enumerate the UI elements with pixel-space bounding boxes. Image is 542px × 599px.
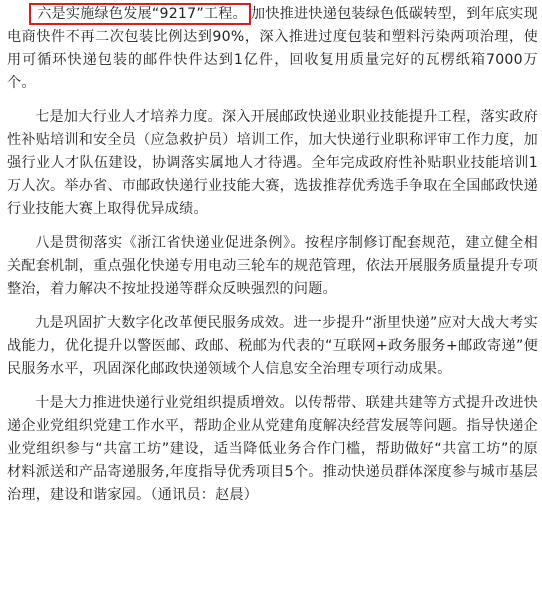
paragraph-7: 七是加大行业人才培养力度。深入开展邮政快递业职业技能提升工程，落实政府性补贴培训和安全员（应急救护员）培训工作，加大快递行业职称评审工作力度，加强行业人才队伍建设，协调落实属地人才待遇。全年完成政府性补贴职业技能培训1万人次。举办省、市邮政快递行业技能大赛，选拔推荐优秀选手争取在全国邮政快递行业技能大赛上取得优异成绩。: [7, 109, 538, 217]
paragraph-9: 九是巩固扩大数字化改革便民服务成效。进一步提升“浙里快递”应对大战大考实战能力，优化提升以警医邮、政邮、税邮为代表的“互联网+政务服务+邮政寄递”便民服务水平，巩固深化邮政快递领域个人信息安全治理专项行动成果。: [7, 315, 538, 377]
paragraph-text: 加快推进快递包装绿色低碳转型，到年底实现电商快件不再二次包装比例达到90%，深入推进过度包装和塑料污染两项治理，使用可循环快递包装的邮件快件达到1亿件，回收复用质量完好的瓦楞纸箱7000万个。: [7, 6, 538, 91]
highlighted-heading: 六是实施绿色发展“9217”工程。: [29, 3, 251, 25]
paragraph-6: [7, 3, 538, 95]
paragraph-10: 十是大力推进快递行业党组织提质增效。以传帮带、联建共建等方式提升改进快递企业党组织党建工作水平，帮助企业从党建角度解决经营发展等问题。指导快递企业党组织参与“共富工坊”建设，适当降低业务合作门槛，帮助做好“共富工坊”的原材料派送和产品寄递服务,年度指导优秀项目5个。推动快递员群体深度参与城市基层治理，建设和谐家园。（通讯员：赵晨）: [7, 395, 538, 503]
paragraph-8: 八是贯彻落实《浙江省快递业促进条例》。按程序制修订配套规范，建立健全相关配套机制，重点强化快递专用电动三轮车的规范管理，依法开展服务质量提升专项整治，着力解决不按址投递等群众反映强烈的问题。: [7, 235, 538, 297]
